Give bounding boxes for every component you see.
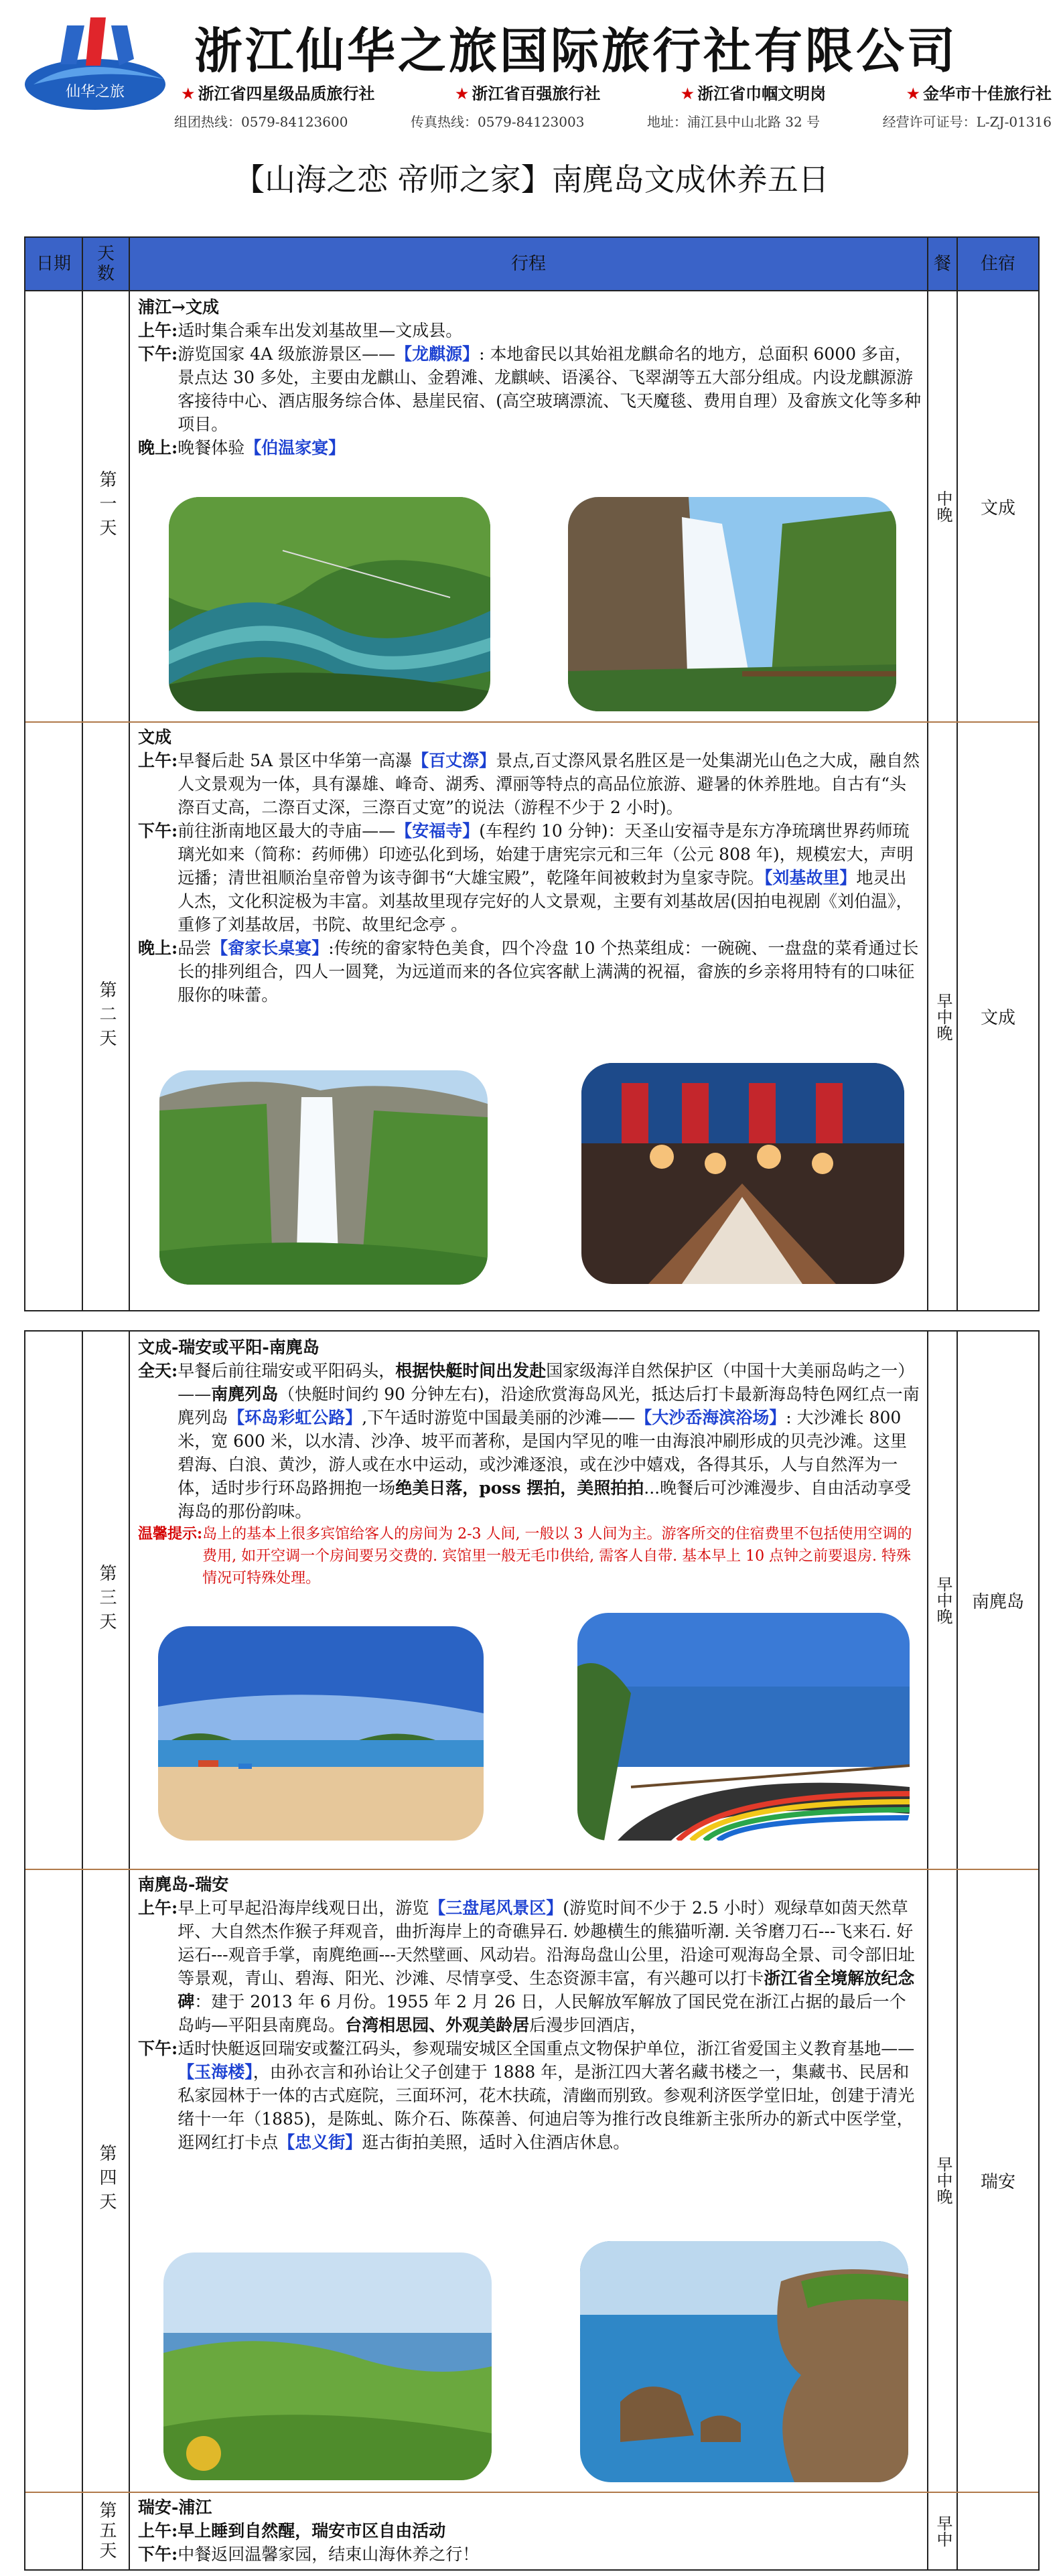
beach-photo [158, 1626, 484, 1841]
fax-hotline: 传真热线：0579-84123003 [410, 114, 585, 130]
contact-line [174, 111, 1052, 131]
stay-cell: 瑞安 [980, 2171, 1015, 2192]
spot-highlight: 【百丈漈】 [412, 751, 496, 770]
meal-cell: 中晚 [934, 490, 952, 522]
day5-itinerary [138, 2496, 922, 2566]
route: 浦江→文成 [138, 297, 219, 317]
route: 南麂岛-瑞安 [138, 1875, 229, 1894]
evening-paragraph: 晚上: 晚餐体验【伯温家宴】 [138, 438, 346, 457]
day4-itinerary [138, 1873, 922, 2154]
spot-highlight: 【畲家长桌宴】 [211, 938, 329, 958]
address: 地址：浦江县中山北路 32 号 [646, 114, 821, 130]
meal-cell: 早中晚 [934, 992, 952, 1041]
spot-highlight: 【安福寺】 [395, 821, 480, 841]
meal-cell: 早中晚 [934, 2156, 952, 2204]
coastal-rocks-photo [580, 2241, 908, 2482]
honor-item: ★ 金华市十佳旅行社 [906, 84, 1052, 103]
waterfall-photo [568, 497, 896, 711]
company-logo [20, 12, 174, 113]
baizhangji-waterfall-photo [159, 1070, 488, 1285]
letterhead [0, 0, 1063, 134]
day2-itinerary [138, 725, 922, 1007]
header-itinerary: 行程 [130, 238, 928, 290]
spot-highlight: 【龙麒源】 [395, 344, 480, 364]
spot-highlight: 【环岛彩虹公路】 [228, 1408, 362, 1427]
lake-valley-photo [169, 497, 490, 711]
itinerary-table-part2 [24, 1330, 1040, 2571]
spot-highlight: 【伯温家宴】 [244, 438, 346, 457]
island-grassland-photo [163, 2252, 492, 2480]
morning-paragraph: 上午: 适时集合乘车出发刘基故里—文成县。 [138, 321, 463, 340]
morning-paragraph: 上午: 早上可早起沿海岸线观日出，游览【三盘尾风景区】(游览时间不少于 2.5 小时）观绿草如茵天然草坪、大自然杰作猴子拜观音，曲折海岸上的奇礁异石. 妙趣横生的熊猫听潮. 关爷磨刀石---飞来石. 好运石---观音手掌，南麂绝画---天然壁画、风动岩。沿海岛盘山公里，沿途可观海岛全景、司令部旧址等景观，青山、碧海、阳光、沙滩、尽情享受、生态资源丰富，有兴趣可以打卡浙江省全境解放纪念碑：建于 2013 年 6 月份。1955 年 2 月 26 日，人民解放军解放了国民党在浙江占据的最后一个岛屿—平阳县南麂岛。台湾相思园、外观美龄居后漫步回酒店， [138, 1898, 915, 2035]
table-header [24, 236, 1040, 291]
stay-cell: 南麂岛 [971, 1591, 1024, 1612]
star-icon: ★ [680, 84, 695, 103]
stay-cell: 文成 [980, 498, 1015, 518]
company-name: 浙江仙华之旅国际旅行社有限公司 [194, 23, 959, 79]
route: 瑞安-浦江 [138, 2498, 212, 2517]
honor-item: ★ 浙江省百强旅行社 [454, 84, 601, 103]
day-label: 第一天 [96, 470, 117, 543]
meal-cell: 早中 [934, 2515, 952, 2547]
phone-hotline: 组团热线：0579-84123600 [174, 114, 348, 130]
itinerary-table-part1 [24, 290, 1040, 1311]
afternoon-paragraph: 下午: 游览国家 4A 级旅游景区——【龙麒源】: 本地畲民以其始祖龙麒命名的地方，总面积 6000 多亩，景点达 30 多处，主要由龙麒山、金碧滩、龙麒峡、语溪谷、飞翠湖等五大部分组成。内设龙麒源游客接待中心、酒店服务综合体、悬崖民宿、(高空玻璃漂流、飞天魔毯、费用自理）及畲族文化等多种项目。 [138, 344, 921, 434]
rainbow-road-photo [577, 1613, 910, 1841]
header-meal: 餐 [928, 238, 958, 290]
day-label: 第三天 [96, 1564, 117, 1636]
spot-highlight: 【刘基故里】 [764, 868, 857, 887]
route: 文成-瑞安或平阳-南麂岛 [138, 1338, 320, 1357]
stay-cell [958, 2492, 1038, 2571]
logo-text: 仙华之旅 [65, 84, 125, 100]
evening-paragraph: 晚上: 品尝【畲家长桌宴】:传统的畲家特色美食，四个冷盘 10 个热菜组成：一碗碗、一盘盘的菜肴通过长长的排列组合，四人一圆凳，为远道而来的各位宾客献上满满的祝福，畲族的乡亲将用特有的口味征服你的味蕾。 [138, 938, 919, 1005]
spot-highlight: 【三盘尾风景区】 [429, 1898, 563, 1918]
header-date: 日期 [25, 238, 83, 290]
fullday-paragraph: 全天: 早餐后前往瑞安或平阳码头，根据快艇时间出发赴国家级海洋自然保护区（中国十大美丽岛屿之一）——南麂列岛（快艇时间约 90 分钟左右)，沿途欣赏海岛风光，抵达后打卡最新海岛特色网红点一南麂列岛【环岛彩虹公路】,下午适时游览中国最美丽的沙滩——【大沙岙海滨浴场】: 大沙滩长 800 米，宽 600 米，以水清、沙净、坡平而著称，是国内罕见的唯一由海浪冲刷形成的贝壳沙滩。这里碧海、白浪、黄沙，游人或在水中运动，或沙滩逐浪，或在沙中嬉戏，各得其乐，人与自然浑为一体，适时步行环岛路拥抱一场绝美日落，poss 摆拍，美照拍拍...晚餐后可沙滩漫步、自由活动享受海岛的那份韵味。 [138, 1361, 920, 1521]
afternoon-paragraph: 下午: 中餐返回温馨家园，结束山海休养之行！ [138, 2545, 480, 2564]
license-number: 经营许可证号：L-ZJ-01316 [882, 114, 1052, 130]
star-icon: ★ [454, 84, 470, 103]
page-title: 【山海之恋 帝师之家】南麂岛文成休养五日 [234, 161, 829, 198]
spot-highlight: 【忠义街】 [278, 2133, 362, 2152]
morning-paragraph: 上午: 早餐后赴 5A 景区中华第一高瀑【百丈漈】景点,百丈漈风景名胜区是一处集湖光山色之大成，融自然人文景观为一体，具有瀑雄、峰奇、湖秀、潭丽等特点的高品位旅游、避暑的休养胜地。自古有“头漈百丈高，二漈百丈深，三漈百丈宽”的说法（游程不少于 2 小时)。 [138, 751, 920, 817]
meal-cell: 早中晚 [934, 1576, 952, 1624]
honor-item: ★ 浙江省巾帼文明岗 [680, 84, 827, 103]
honor-item: ★ 浙江省四星级品质旅行社 [181, 84, 375, 103]
day3-itinerary [138, 1336, 922, 1589]
day-label: 第四天 [96, 2144, 117, 2216]
afternoon-paragraph: 下午: 适时快艇返回瑞安或鳌江码头，参观瑞安城区全国重点文物保护单位，浙江省爱国主义教育基地——【玉海楼】，由孙衣言和孙诒让父子创建于 1888 年，是浙江四大著名藏书楼之一，集藏书、民居和私家园林于一体的古式庭院，三面环河，花木扶疏，清幽而别致。参观利济医学堂旧址，创建于清光绪十一年（1885)，是陈虬、陈介石、陈葆善、何迪启等为推行改良维新主张所办的新式中医学堂，逛网红打卡点【忠义街】逛古街拍美照，适时入住酒店休息。 [138, 2039, 915, 2152]
day-label: 第二天 [96, 980, 117, 1053]
day1-itinerary [138, 295, 922, 459]
header-stay: 住宿 [980, 254, 1015, 274]
banquet-hall-photo [581, 1063, 904, 1284]
header-days: 天数 [83, 238, 130, 290]
afternoon-paragraph: 下午: 前往浙南地区最大的寺庙——【安福寺】(车程约 10 分钟)：天圣山安福寺是东方净琉璃世界药师琉璃光如来（简称：药师佛）印迹弘化到场，始建于唐宪宗元和三年（公元 808 年)，规模宏大，声明远播；清世祖顺治皇帝曾为该寺御书“大雄宝殿”，乾隆年间被敕封为皇家寺院。【刘基故里】地灵出人杰，文化积淀极为丰富。刘基故里现存完好的人文景观，主要有刘基故居(因拍电视剧《刘伯温》，重修了刘基故居，书院、故里纪念亭 。 [138, 821, 914, 934]
warm-tip: 温馨提示: 岛上的基本上很多宾馆给客人的房间为 2-3 人间, 一般以 3 人间为主。游客所交的住宿费里不包括使用空调的费用, 如开空调一个房间要另交费的. 宾馆里一般无毛巾供给, 需客人自带. 基本早上 10 点钟之前要退房. 特殊情况可特殊处理。 [138, 1525, 912, 1587]
spot-highlight: 【大沙岙海滨浴场】 [635, 1408, 786, 1427]
route: 文成 [138, 727, 172, 747]
star-icon: ★ [906, 84, 920, 103]
spot-highlight: 【玉海楼】 [178, 2062, 253, 2082]
morning-paragraph: 上午: 早上睡到自然醒，瑞安市区自由活动 [138, 2521, 446, 2541]
honors-line [181, 80, 1052, 104]
day-label: 第五天 [96, 2501, 117, 2561]
star-icon: ★ [181, 84, 196, 103]
stay-cell: 文成 [980, 1008, 1015, 1028]
